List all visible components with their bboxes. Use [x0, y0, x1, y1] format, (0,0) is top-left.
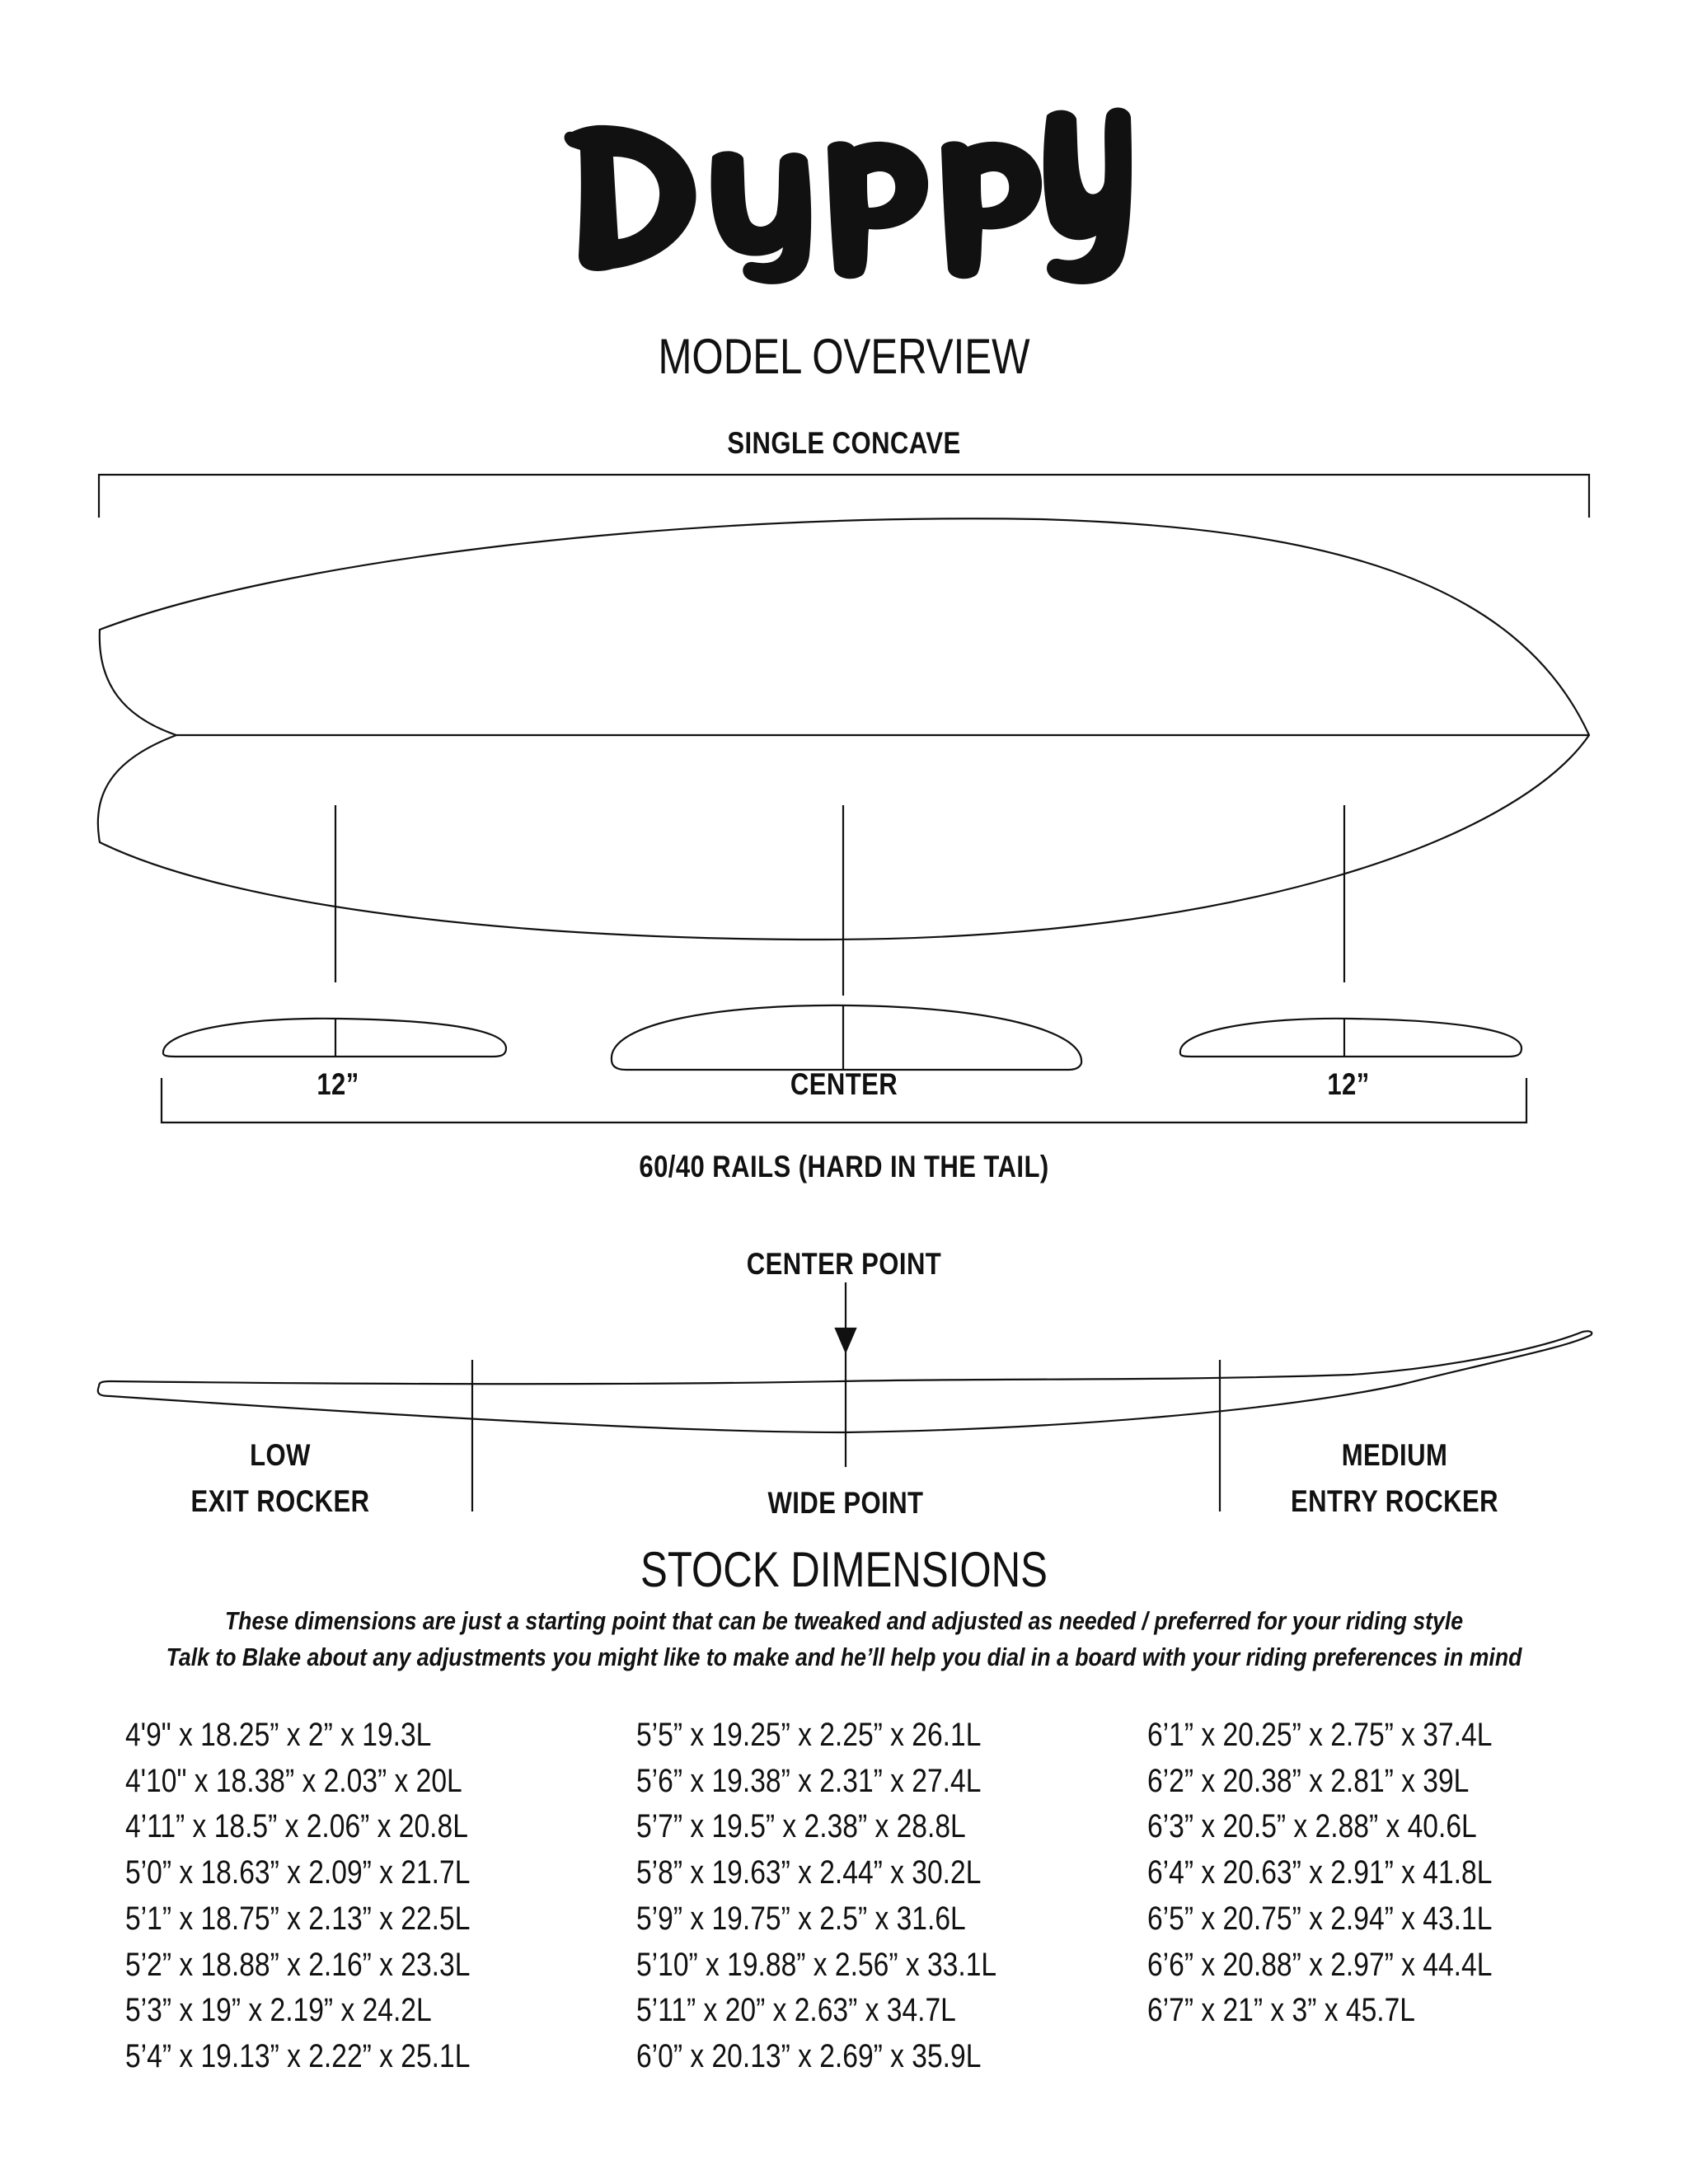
rail-label-center: CENTER — [790, 1067, 898, 1101]
dimension-row: 5’10” x 19.88” x 2.56” x 33.1L — [636, 1946, 997, 1983]
dimension-row: 5’11” x 20” x 2.63” x 34.7L — [636, 1992, 956, 2029]
dimension-row: 6’4” x 20.63” x 2.91” x 41.8L — [1147, 1854, 1493, 1891]
dimension-row: 6’6” x 20.88” x 2.97” x 44.4L — [1147, 1946, 1493, 1983]
rails-label: 60/40 RAILS (HARD IN THE TAIL) — [639, 1150, 1049, 1183]
rocker-left-line1: LOW — [250, 1438, 311, 1472]
dimension-row: 6’5” x 20.75” x 2.94” x 43.1L — [1147, 1900, 1493, 1937]
single-concave-label: SINGLE CONCAVE — [727, 426, 961, 460]
dimension-row: 4'10" x 18.38” x 2.03” x 20L — [125, 1762, 462, 1799]
dimension-row: 5’9” x 19.75” x 2.5” x 31.6L — [636, 1900, 966, 1937]
rail-section-right — [1180, 1019, 1522, 1057]
dimension-row: 5’6” x 19.38” x 2.31” x 27.4L — [636, 1762, 982, 1799]
center-point-label: CENTER POINT — [746, 1247, 942, 1281]
dimension-row: 5’1” x 18.75” x 2.13” x 22.5L — [125, 1900, 471, 1937]
concave-bracket — [99, 475, 1589, 518]
dimension-row: 5’0” x 18.63” x 2.09” x 21.7L — [125, 1854, 471, 1891]
rail-label-right: 12” — [1327, 1067, 1370, 1101]
dimension-row: 5’7” x 19.5” x 2.38” x 28.8L — [636, 1808, 966, 1845]
stock-dimensions-note-1: These dimensions are just a starting point that can be tweaked and adjusted as needed / preferred for your riding style — [224, 1606, 1464, 1635]
dimension-row: 5’5” x 19.25” x 2.25” x 26.1L — [636, 1717, 982, 1753]
dimension-row: 6’1” x 20.25” x 2.75” x 37.4L — [1147, 1717, 1493, 1753]
stock-dimensions-note-2: Talk to Blake about any adjustments you might like to make and he’ll help you dial in a board with your riding preferences in mind — [166, 1643, 1522, 1671]
dimension-row: 6’3” x 20.5” x 2.88” x 40.6L — [1147, 1808, 1477, 1845]
dimensions-column-1 — [125, 1713, 536, 2080]
wide-point-label: WIDE POINT — [767, 1486, 924, 1520]
rocker-right-line2: ENTRY ROCKER — [1291, 1484, 1498, 1518]
dimension-row: 5’4” x 19.13” x 2.22” x 25.1L — [125, 2037, 471, 2074]
dimension-row: 5’3” x 19” x 2.19” x 24.2L — [125, 1992, 432, 2029]
dimensions-column-2 — [636, 1713, 1065, 2080]
rail-section-center — [612, 1005, 1081, 1070]
stock-dimensions-title: STOCK DIMENSIONS — [640, 1542, 1048, 1597]
dimension-row: 6’0” x 20.13” x 2.69” x 35.9L — [636, 2037, 982, 2074]
dimension-row: 6’7” x 21” x 3” x 45.7L — [1147, 1992, 1415, 2029]
dimension-row: 4'9" x 18.25” x 2” x 19.3L — [125, 1717, 432, 1753]
rail-label-left: 12” — [316, 1067, 359, 1101]
dimension-row: 4’11” x 18.5” x 2.06” x 20.8L — [125, 1808, 468, 1845]
dimension-row: 6’2” x 20.38” x 2.81” x 39L — [1147, 1762, 1470, 1799]
rocker-right-line1: MEDIUM — [1341, 1438, 1448, 1472]
dimension-row: 5’8” x 19.63” x 2.44” x 30.2L — [636, 1854, 982, 1891]
dimension-row: 5’2” x 18.88” x 2.16” x 23.3L — [125, 1946, 471, 1983]
dimensions-column-3 — [1147, 1713, 1558, 2034]
rocker-left-line2: EXIT ROCKER — [190, 1484, 370, 1518]
model-overview-title: MODEL OVERVIEW — [658, 329, 1030, 384]
